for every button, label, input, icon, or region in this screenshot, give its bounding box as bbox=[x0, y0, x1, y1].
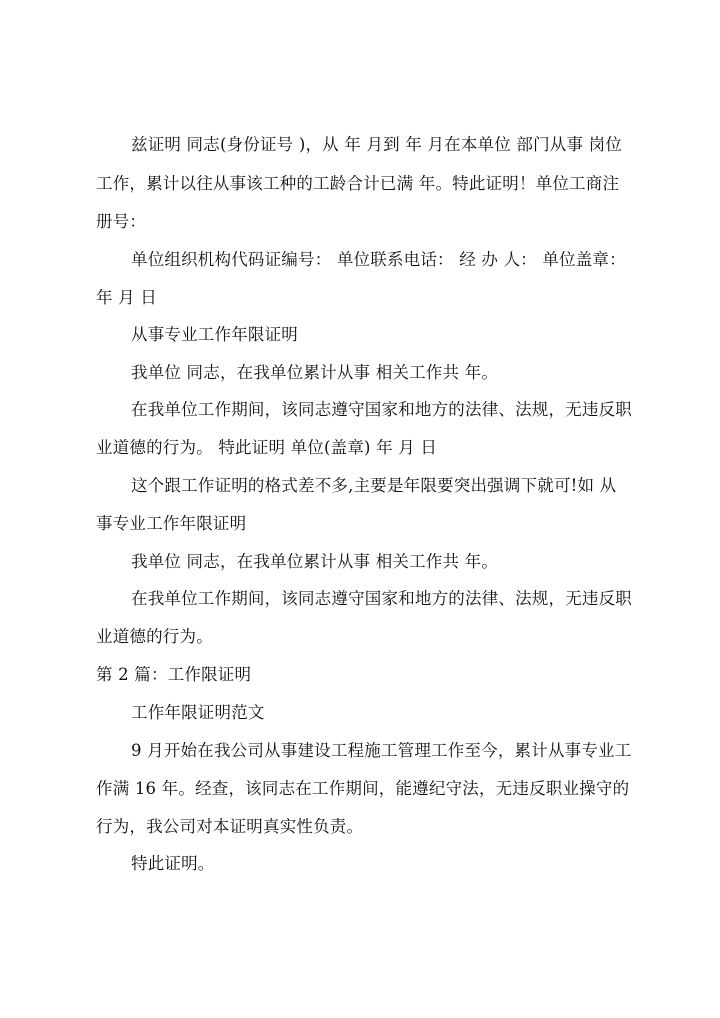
paragraph-line: 兹证明 同志(身份证号 )，从 年 月到 年 月在本单位 部门从事 岗位 bbox=[131, 135, 623, 154]
paragraph-line: 册号： bbox=[96, 212, 147, 231]
chapter-heading: 第 2 篇：工作限证明 bbox=[96, 665, 252, 684]
paragraph-line: 我单位 同志，在我单位累计从事 相关工作共 年。 bbox=[131, 363, 499, 382]
section-heading: 从事专业工作年限证明 bbox=[131, 325, 298, 344]
paragraph-line: 行为，我公司对本证明真实性负责。 bbox=[96, 817, 364, 836]
paragraph-line: 9 月开始在我公司从事建设工程施工管理工作至今，累计从事专业工 bbox=[131, 741, 632, 760]
paragraph-line: 我单位 同志，在我单位累计从事 相关工作共 年。 bbox=[131, 552, 499, 571]
paragraph-line: 在我单位工作期间，该同志遵守国家和地方的法律、法规，无违反职 bbox=[131, 400, 632, 419]
paragraph-line: 工作，累计以往从事该工种的工龄合计已满 年。特此证明！单位工商注 bbox=[96, 174, 620, 193]
paragraph-line: 这个跟工作证明的格式差不多,主要是年限要突出强调下就可!如 从 bbox=[131, 476, 617, 495]
section-heading: 工作年限证明范文 bbox=[131, 703, 265, 722]
paragraph-line: 作满 16 年。经查，该同志在工作期间，能遵纪守法，无违反职业操守的 bbox=[96, 779, 630, 798]
paragraph-line: 特此证明。 bbox=[131, 854, 215, 873]
paragraph-line: 在我单位工作期间，该同志遵守国家和地方的法律、法规，无违反职 bbox=[131, 589, 632, 608]
paragraph-line: 事专业工作年限证明 bbox=[96, 514, 247, 533]
paragraph-line: 单位组织机构代码证编号： 单位联系电话： 经 办 人： 单位盖章： bbox=[131, 250, 626, 269]
paragraph-line: 年 月 日 bbox=[96, 288, 157, 307]
paragraph-line: 业道德的行为。 bbox=[96, 627, 213, 646]
paragraph-line: 业道德的行为。 特此证明 单位(盖章) 年 月 日 bbox=[96, 438, 438, 457]
